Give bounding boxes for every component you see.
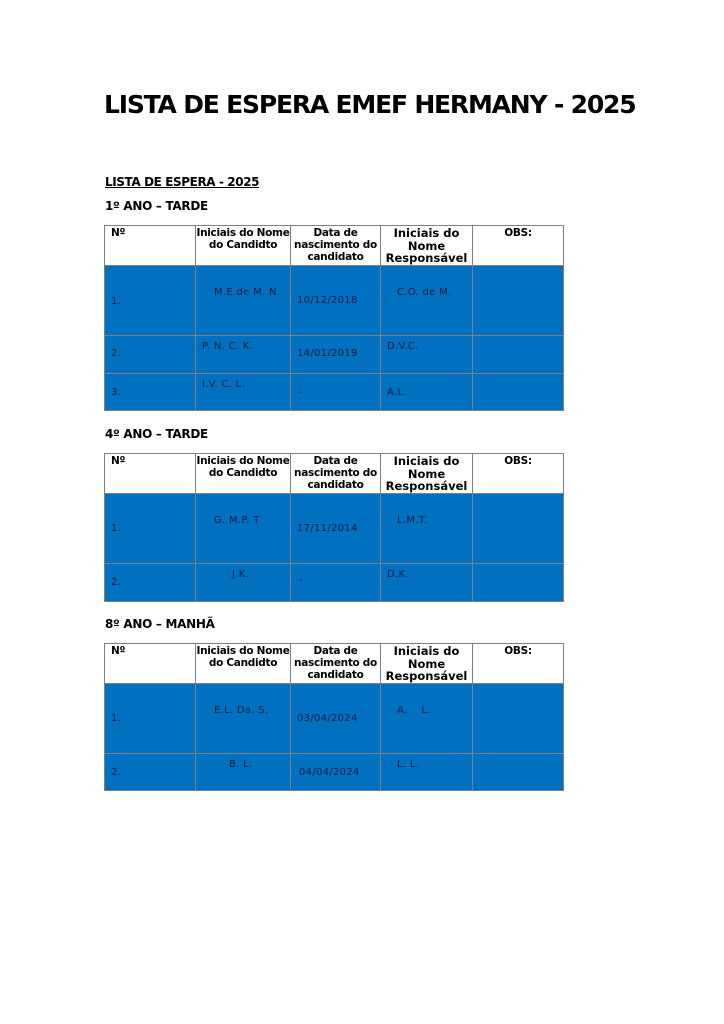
cell-num: 1. [111, 295, 122, 307]
cell-responsible: L.M.T. [397, 514, 428, 526]
col-header-birth: Data de nascimento do candidato [291, 226, 381, 266]
cell-birth: 14/01/2019 [297, 347, 358, 359]
cell-num: 2. [111, 766, 122, 778]
waiting-table-8ano [104, 643, 564, 791]
col-header-initials: Iniciais do Nome do Candidto [196, 454, 291, 494]
col-header-responsible: Iniciais do Nome Responsável [381, 644, 473, 684]
cell-num: 3. [111, 386, 122, 398]
cell-birth: 03/04/2024 [297, 712, 358, 724]
waiting-table-4ano [104, 453, 564, 602]
cell-birth: 17/11/2014 [297, 522, 358, 534]
cell-birth: 10/12/2018 [297, 294, 358, 306]
cell-birth: - [297, 386, 301, 398]
col-header-birth: Data de nascimento do candidato [291, 644, 381, 684]
cell-initials: I.V. C. L. [202, 378, 246, 390]
cell-initials: E.L. Da. S. [214, 704, 269, 716]
cell-birth: 04/04/2024 [299, 766, 360, 778]
table-row [105, 753, 564, 790]
col-header-obs: OBS: [473, 454, 564, 494]
cell-responsible: C.O. de M. [397, 286, 452, 298]
col-header-num: Nº [105, 644, 196, 684]
cell-initials: B. L. [229, 758, 253, 770]
col-header-num: Nº [105, 454, 196, 494]
table-row [105, 373, 564, 410]
table-row [105, 265, 564, 335]
col-header-initials: Iniciais do Nome do Candidto [196, 644, 291, 684]
col-header-obs: OBS: [473, 226, 564, 266]
section-heading-1ano: 1º ANO – TARDE [105, 199, 208, 213]
col-header-num: Nº [105, 226, 196, 266]
section-heading-8ano: 8º ANO – MANHÃ [105, 617, 215, 631]
col-header-birth: Data de nascimento do candidato [291, 454, 381, 494]
cell-initials: M.E.de M. N. [214, 286, 281, 298]
table-row [105, 683, 564, 753]
table-header-row [105, 226, 564, 266]
cell-responsible: D.V.C. [387, 340, 419, 352]
cell-responsible: L. L. [397, 758, 420, 770]
cell-responsible: A. L. [397, 704, 431, 716]
cell-num: 1. [111, 522, 122, 534]
page-title: LISTA DE ESPERA EMEF HERMANY - 2025 [104, 90, 636, 119]
waiting-table-1ano [104, 225, 564, 411]
cell-initials: G. M.P. T [214, 514, 260, 526]
list-subtitle: LISTA DE ESPERA - 2025 [105, 175, 260, 189]
section-heading-4ano: 4º ANO – TARDE [105, 427, 208, 441]
table-header-row [105, 644, 564, 684]
table-row [105, 563, 564, 601]
table-header-row [105, 454, 564, 494]
cell-num: 2. [111, 347, 122, 359]
cell-responsible: A.L. [387, 386, 407, 398]
cell-num: 1. [111, 712, 122, 724]
col-header-obs: OBS: [473, 644, 564, 684]
cell-num: 2. [111, 576, 122, 588]
cell-initials: P. N. C. K. [202, 340, 254, 352]
col-header-initials: Iniciais do Nome do Candidto [196, 226, 291, 266]
col-header-responsible: Iniciais do Nome Responsável [381, 226, 473, 266]
table-row [105, 493, 564, 563]
col-header-responsible: Iniciais do Nome Responsável [381, 454, 473, 494]
table-row [105, 335, 564, 373]
cell-responsible: D.K. [387, 568, 409, 580]
cell-initials: J.K. [232, 568, 250, 580]
cell-birth: - [299, 574, 303, 586]
